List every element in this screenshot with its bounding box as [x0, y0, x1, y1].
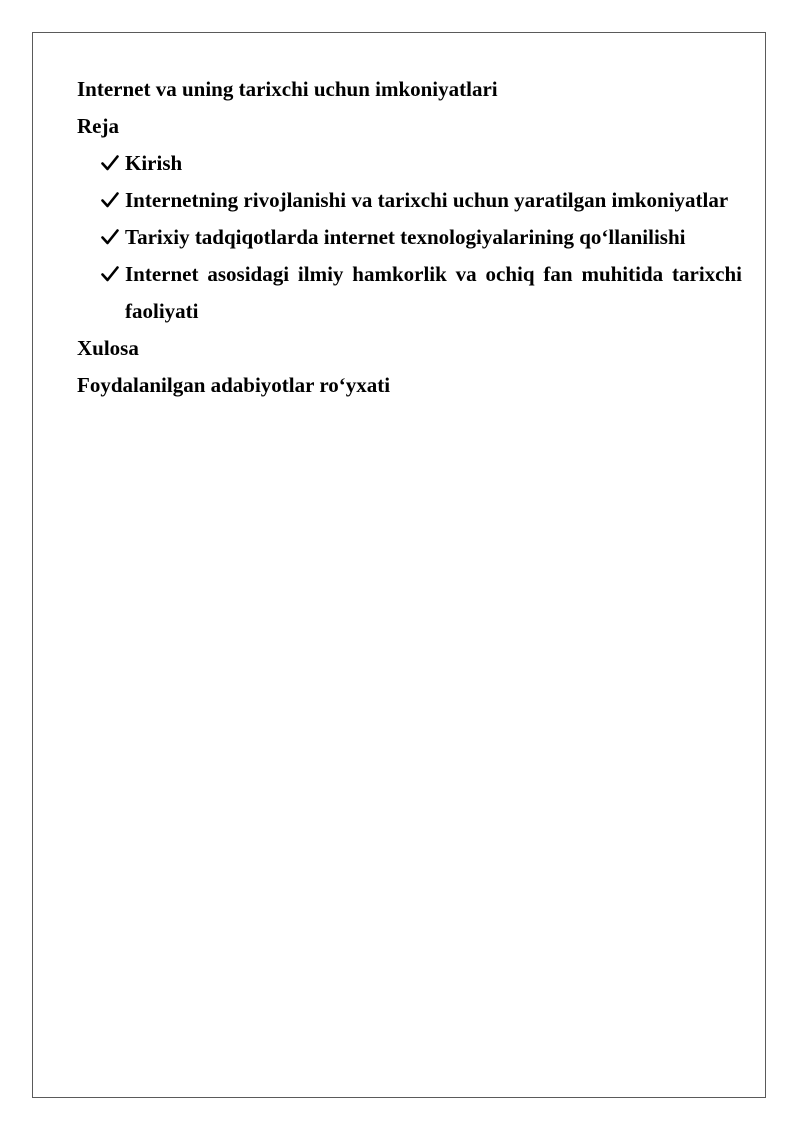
document-title: Internet va uning tarixchi uchun imkoniyatlari: [77, 77, 498, 101]
plan-item-label: Tarixiy tadqiqotlarda internet texnologiyalarining qo‘llanilishi: [125, 225, 686, 249]
plan-item-research-technologies: [77, 219, 742, 256]
plan-item-internet-development: [77, 182, 742, 219]
plan-item-kirish: [77, 145, 742, 182]
references-heading: Foydalanilgan adabiyotlar ro‘yxati: [77, 373, 391, 397]
conclusion-heading: Xulosa: [77, 336, 139, 360]
plan-item-label: Internet asosidagi ilmiy hamkorlik va ochiq fan muhitida tarixchi faoliyati: [125, 262, 742, 323]
document-body: [77, 71, 742, 404]
plan-list: [77, 145, 742, 330]
check-icon: [101, 256, 121, 293]
plan-item-label: Kirish: [125, 151, 183, 175]
plan-item-label: Internetning rivojlanishi va tarixchi uchun yaratilgan imkoniyatlar: [125, 188, 729, 212]
plan-heading: Reja: [77, 114, 119, 138]
check-icon: [101, 182, 121, 219]
check-icon: [101, 219, 121, 256]
plan-item-collaboration: [77, 256, 742, 330]
check-icon: [101, 145, 121, 182]
